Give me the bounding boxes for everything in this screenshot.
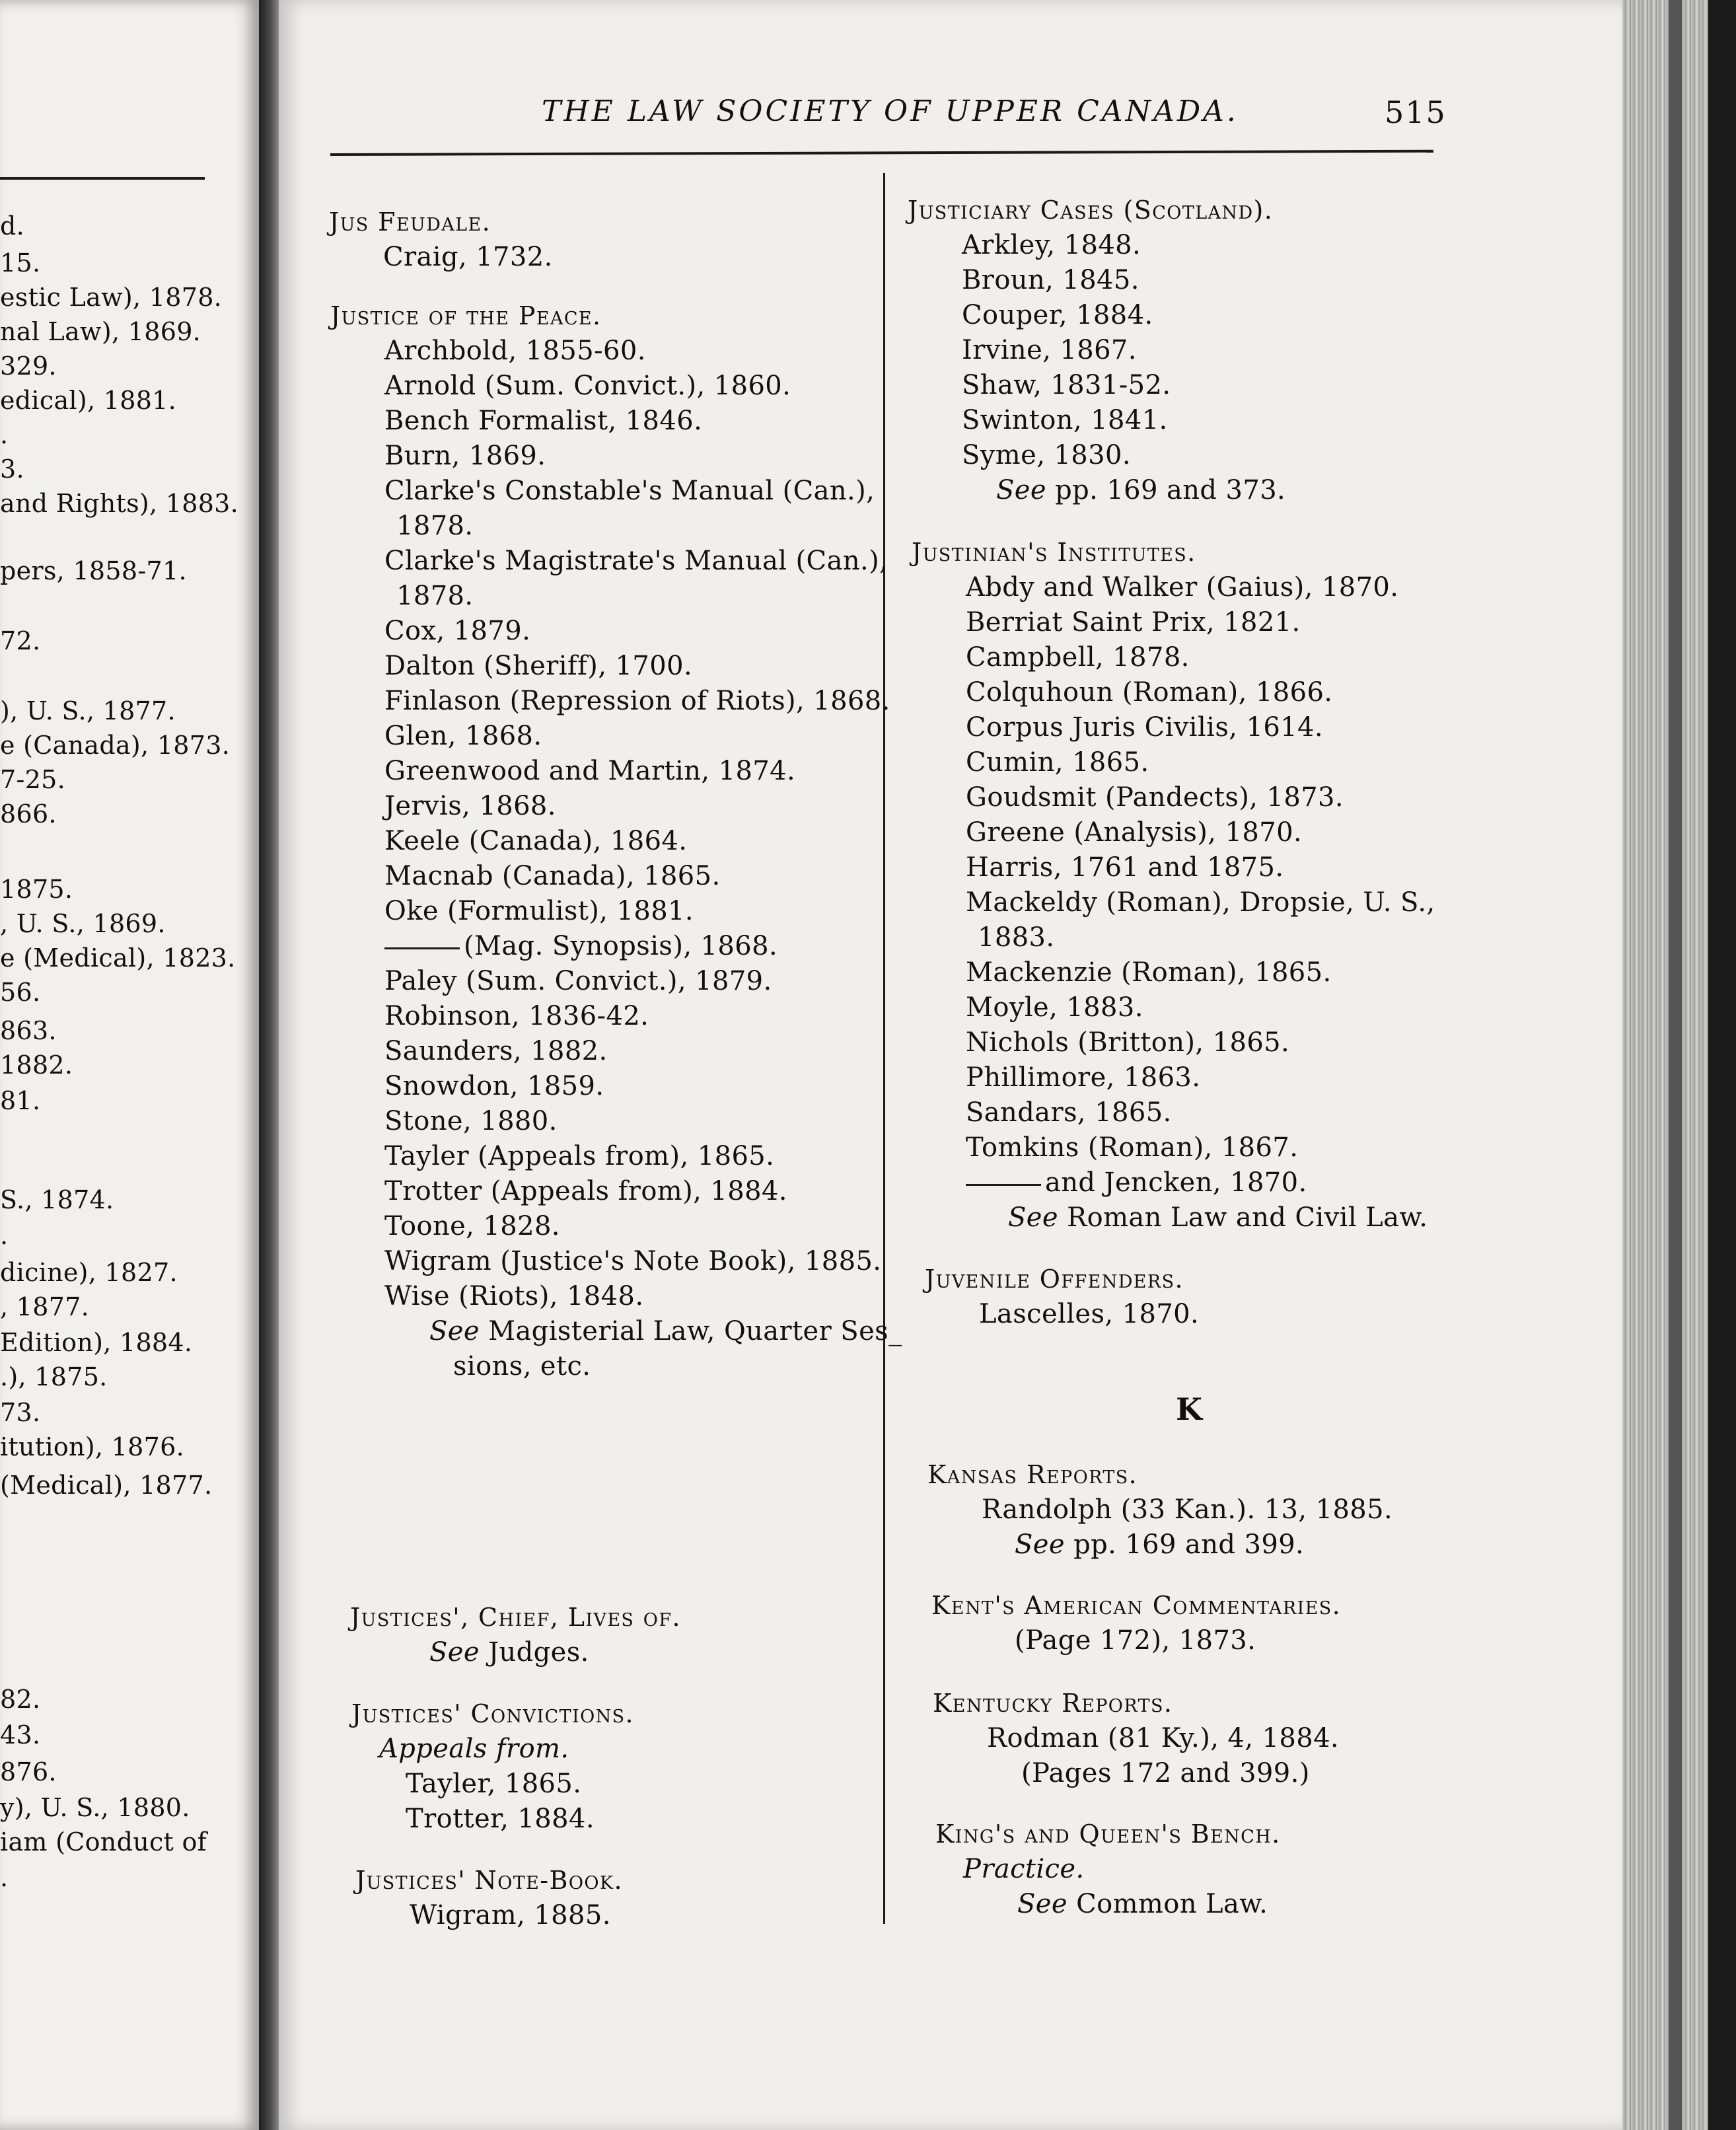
entry-item: Craig, 1732. xyxy=(383,242,553,272)
previous-page-line: ), U. S., 1877. xyxy=(0,696,176,725)
entry-item: Moyle, 1883. xyxy=(966,992,1143,1023)
see-reference xyxy=(912,1200,1435,1235)
see-target: Magisterial Law, Quarter Ses_ xyxy=(488,1316,902,1346)
entry-item: Toone, 1828. xyxy=(384,1211,560,1241)
see-word: See xyxy=(996,475,1046,505)
see-target: pp. 169 and 373. xyxy=(1055,475,1286,505)
entry-item: Arkley, 1848. xyxy=(962,230,1141,260)
see-target: Judges. xyxy=(488,1637,589,1668)
see-word: See xyxy=(1008,1202,1058,1233)
see-reference xyxy=(908,473,1285,508)
entry-item: Clarke's Constable's Manual (Can.), xyxy=(384,476,875,506)
previous-page-line: 15. xyxy=(0,248,41,277)
page-edge-shadow xyxy=(1669,0,1682,2130)
index-entry-kentucky-reports xyxy=(933,1686,1339,1791)
index-entry-justinians-institutes xyxy=(912,535,1435,1235)
entry-item: Wise (Riots), 1848. xyxy=(384,1281,644,1311)
previous-page-line: 81. xyxy=(0,1086,41,1115)
page-number: 515 xyxy=(1385,94,1447,130)
previous-page-line: d. xyxy=(0,211,25,240)
entry-item: Goudsmit (Pandects), 1873. xyxy=(966,782,1344,813)
entry-item: Sandars, 1865. xyxy=(966,1097,1172,1128)
entry-heading: Justices' Note-Book. xyxy=(355,1866,623,1895)
index-entry-justices-note-book xyxy=(355,1863,623,1933)
entry-heading: Kansas Reports. xyxy=(927,1460,1138,1489)
entry-item: Tomkins (Roman), 1867. xyxy=(966,1132,1299,1163)
entry-heading: Justices' Convictions. xyxy=(351,1699,635,1728)
see-target: pp. 169 and 399. xyxy=(1073,1529,1305,1560)
entry-item-continuation: 1878. xyxy=(396,511,474,541)
previous-page-line: 1875. xyxy=(0,875,73,904)
entry-item: Trotter (Appeals from), 1884. xyxy=(384,1176,787,1206)
see-word: See xyxy=(429,1637,480,1668)
see-reference-continuation: sions, etc. xyxy=(453,1351,591,1381)
index-entry-justices-chief xyxy=(350,1600,681,1670)
entry-heading: Juvenile Offenders. xyxy=(925,1265,1184,1294)
book-gutter xyxy=(259,0,279,2130)
previous-page-line: (Medical), 1877. xyxy=(0,1471,213,1500)
entry-item: Syme, 1830. xyxy=(962,440,1131,470)
entry-item: (Page 172), 1873. xyxy=(1015,1625,1256,1656)
index-entry-jus-feudale xyxy=(329,205,553,275)
entry-item: Archbold, 1855-60. xyxy=(384,336,646,366)
previous-page-line: 866. xyxy=(0,799,57,828)
previous-page-line: . xyxy=(0,1863,9,1892)
entry-item: Tayler (Appeals from), 1865. xyxy=(384,1141,775,1171)
entry-item: Greene (Analysis), 1870. xyxy=(966,817,1303,848)
previous-page-line: nal Law), 1869. xyxy=(0,317,201,346)
entry-item: Swinton, 1841. xyxy=(962,405,1168,435)
entry-item: Stone, 1880. xyxy=(384,1106,558,1136)
previous-page-line: e (Medical), 1823. xyxy=(0,943,236,973)
see-reference xyxy=(935,1887,1281,1922)
entry-item: Dalton (Sheriff), 1700. xyxy=(384,651,693,681)
previous-page-line: y), U. S., 1880. xyxy=(0,1793,190,1822)
previous-page-line: 329. xyxy=(0,351,57,381)
previous-page-line: 82. xyxy=(0,1685,41,1714)
previous-page-line: Edition), 1884. xyxy=(0,1328,193,1357)
entry-item: Nichols (Britton), 1865. xyxy=(966,1027,1290,1058)
entry-item: Jervis, 1868. xyxy=(384,791,556,821)
previous-page-line: itution), 1876. xyxy=(0,1432,184,1461)
entry-item: Greenwood and Martin, 1874. xyxy=(384,756,796,786)
entry-item: Oke (Formulist), 1881. xyxy=(384,896,694,926)
entry-item-ditto xyxy=(330,929,902,964)
entry-item: Corpus Juris Civilis, 1614. xyxy=(966,712,1324,743)
see-word: See xyxy=(1015,1529,1065,1560)
entry-subheading: Practice. xyxy=(963,1854,1085,1884)
index-entry-kansas-reports xyxy=(927,1457,1392,1562)
page-edges xyxy=(1622,0,1736,2130)
entry-heading: Justices', Chief, Lives of. xyxy=(350,1603,681,1632)
entry-item: Campbell, 1878. xyxy=(966,642,1190,673)
previous-page-line: e (Canada), 1873. xyxy=(0,731,231,760)
running-head-title: THE LAW SOCIETY OF UPPER CANADA. xyxy=(542,94,1239,128)
entry-item: Irvine, 1867. xyxy=(962,335,1137,365)
see-reference xyxy=(330,1314,902,1349)
entry-item: Arnold (Sum. Convict.), 1860. xyxy=(384,371,791,401)
previous-page-line: 56. xyxy=(0,978,41,1007)
ditto-dash xyxy=(966,1184,1041,1186)
entry-item: Shaw, 1831-52. xyxy=(962,370,1171,400)
previous-page-line: , U. S., 1869. xyxy=(0,909,166,938)
entry-heading: Jus Feudale. xyxy=(329,207,491,237)
entry-item: Keele (Canada), 1864. xyxy=(384,826,688,856)
previous-page-line: 1882. xyxy=(0,1050,73,1080)
ditto-dash xyxy=(384,947,460,949)
entry-heading: Justinian's Institutes. xyxy=(912,538,1196,567)
index-entry-justiciary-cases xyxy=(908,193,1285,508)
previous-page-line: dicine), 1827. xyxy=(0,1258,178,1287)
index-entry-kings-queens-bench xyxy=(935,1817,1281,1922)
entry-item: Berriat Saint Prix, 1821. xyxy=(966,607,1301,638)
entry-item: Broun, 1845. xyxy=(962,265,1139,295)
entry-item: Paley (Sum. Convict.), 1879. xyxy=(384,966,772,996)
previous-page-line: and Rights), 1883. xyxy=(0,489,239,518)
index-entry-justice-of-the-peace xyxy=(330,299,902,1384)
entry-item: Harris, 1761 and 1875. xyxy=(966,852,1284,883)
entry-item: Trotter, 1884. xyxy=(406,1804,595,1834)
entry-item-ditto-text: and Jencken, 1870. xyxy=(1045,1167,1307,1198)
entry-subheading: Appeals from. xyxy=(379,1734,569,1764)
entry-item: Bench Formalist, 1846. xyxy=(384,406,703,436)
index-entry-kents-commentaries xyxy=(931,1588,1341,1658)
entry-item: Saunders, 1882. xyxy=(384,1036,608,1066)
entry-item: Lascelles, 1870. xyxy=(979,1299,1200,1329)
entry-item: Randolph (33 Kan.). 13, 1885. xyxy=(982,1494,1393,1525)
entry-item: Couper, 1884. xyxy=(962,300,1153,330)
see-target: Roman Law and Civil Law. xyxy=(1067,1202,1428,1233)
entry-item-ditto-text: (Mag. Synopsis), 1868. xyxy=(464,931,778,961)
entry-item: Wigram, 1885. xyxy=(410,1900,611,1930)
entry-item: Tayler, 1865. xyxy=(406,1769,582,1799)
previous-page-line: 7-25. xyxy=(0,765,65,794)
entry-item: Macnab (Canada), 1865. xyxy=(384,861,721,891)
entry-item: Rodman (81 Ky.), 4, 1884. xyxy=(987,1723,1340,1753)
previous-page-line: . xyxy=(0,1221,9,1250)
entry-item-continuation: 1878. xyxy=(396,581,474,611)
entry-heading: Kentucky Reports. xyxy=(933,1689,1173,1718)
previous-page-line: , 1877. xyxy=(0,1292,90,1321)
see-reference xyxy=(927,1527,1392,1562)
previous-page-line: 73. xyxy=(0,1398,41,1427)
entry-item-ditto xyxy=(912,1165,1435,1200)
previous-page-line: 863. xyxy=(0,1016,57,1045)
previous-page-line: iam (Conduct of xyxy=(0,1827,207,1856)
entry-item: Mackeldy (Roman), Dropsie, U. S., xyxy=(966,887,1435,918)
previous-page-line: .), 1875. xyxy=(0,1362,108,1391)
see-word: See xyxy=(429,1316,480,1346)
previous-page-line: S., 1874. xyxy=(0,1185,114,1214)
entry-item: Glen, 1868. xyxy=(384,721,542,751)
entry-heading: King's and Queen's Bench. xyxy=(935,1819,1281,1849)
previous-page-line: edical), 1881. xyxy=(0,386,177,415)
entry-item: Finlason (Repression of Riots), 1868. xyxy=(384,686,890,716)
see-reference xyxy=(350,1635,681,1670)
index-entry-juvenile-offenders xyxy=(925,1262,1199,1332)
entry-item: (Pages 172 and 399.) xyxy=(1021,1758,1310,1788)
entry-heading: Justice of the Peace. xyxy=(330,301,602,330)
entry-item: Cumin, 1865. xyxy=(966,747,1149,778)
entry-item: Clarke's Magistrate's Manual (Can.), xyxy=(384,546,888,576)
previous-page xyxy=(0,0,259,2130)
entry-item: Colquhoun (Roman), 1866. xyxy=(966,677,1333,708)
see-word: See xyxy=(1017,1889,1067,1919)
previous-page-line: 876. xyxy=(0,1757,57,1786)
entry-item: Snowdon, 1859. xyxy=(384,1071,604,1101)
entry-item: Phillimore, 1863. xyxy=(966,1062,1201,1093)
previous-page-rule xyxy=(0,177,205,180)
see-target: Common Law. xyxy=(1076,1889,1268,1919)
previous-page-line: 43. xyxy=(0,1720,41,1749)
previous-page-line: 72. xyxy=(0,626,41,655)
previous-page-line: . xyxy=(0,420,9,449)
section-letter: K xyxy=(1176,1391,1204,1427)
entry-item: Cox, 1879. xyxy=(384,616,531,646)
page-edge-dark-border xyxy=(1708,0,1736,2130)
entry-item: Burn, 1869. xyxy=(384,441,546,471)
previous-page-line: estic Law), 1878. xyxy=(0,283,223,312)
previous-page-line: 3. xyxy=(0,455,24,484)
previous-page-line: pers, 1858-71. xyxy=(0,556,187,585)
index-entry-justices-convictions xyxy=(351,1697,634,1837)
entry-heading: Kent's American Commentaries. xyxy=(931,1591,1342,1620)
entry-heading: Justiciary Cases (Scotland). xyxy=(908,196,1274,225)
entry-item-continuation: 1883. xyxy=(978,922,1055,953)
entry-item: Robinson, 1836-42. xyxy=(384,1001,649,1031)
entry-item: Wigram (Justice's Note Book), 1885. xyxy=(384,1246,882,1276)
entry-item: Mackenzie (Roman), 1865. xyxy=(966,957,1332,988)
entry-item: Abdy and Walker (Gaius), 1870. xyxy=(966,572,1399,603)
